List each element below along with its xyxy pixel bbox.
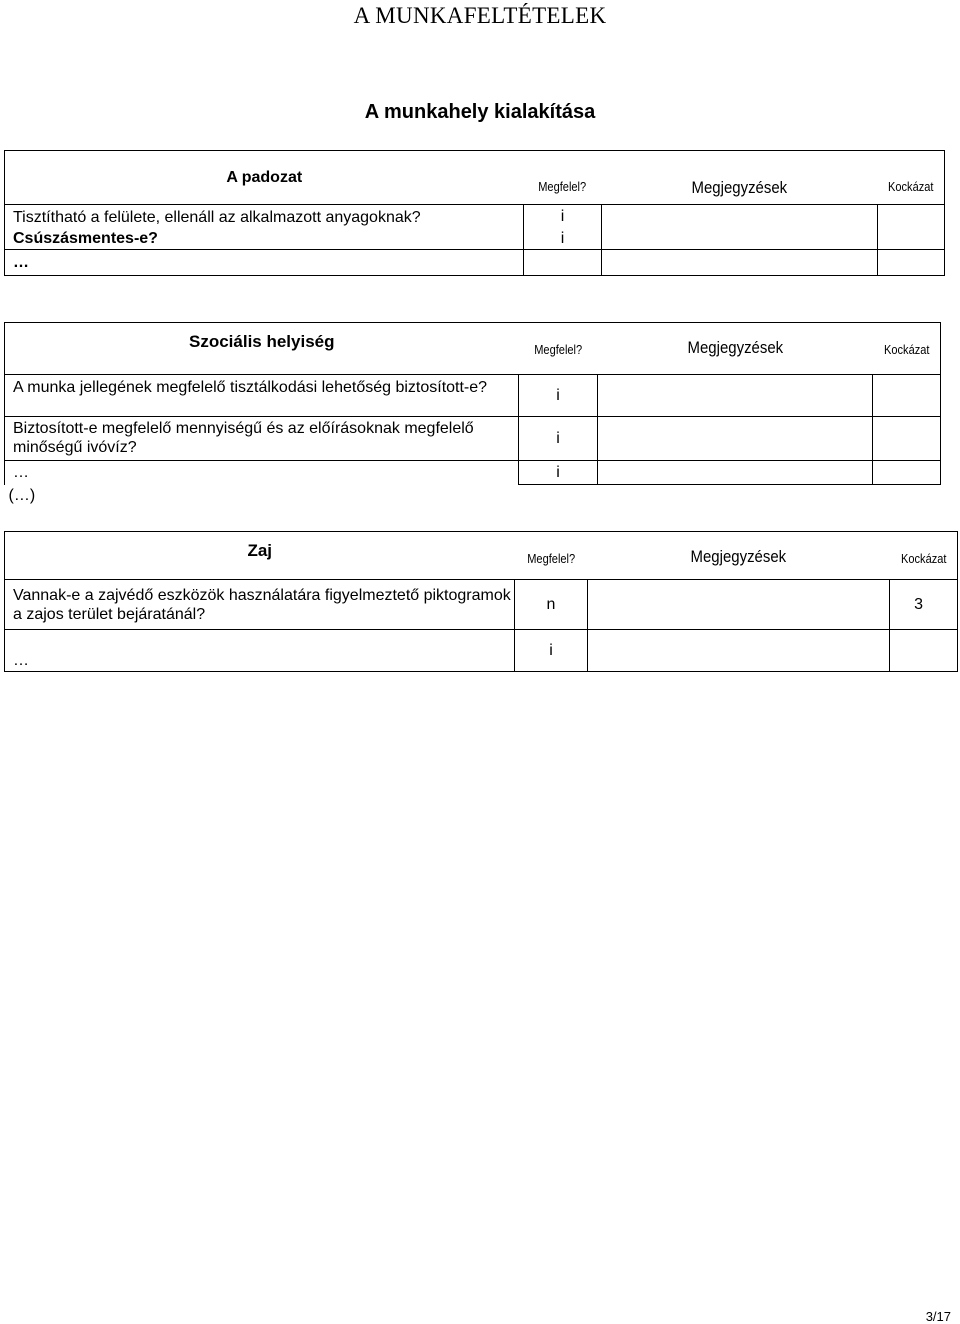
risk-cell	[878, 228, 945, 250]
table-row	[5, 461, 941, 485]
col-header-notes: Megjegyzések	[602, 151, 878, 205]
table-title: A padozat	[5, 151, 524, 205]
notes-cell	[598, 417, 873, 461]
risk-cell	[873, 485, 941, 507]
risk-cell	[878, 250, 945, 276]
question-cell: A munka jellegének megfelelő tisztálkodási lehetőség biztosított-e?	[5, 375, 519, 417]
question-cell: Csúszásmentes-e?	[5, 228, 524, 250]
risk-cell	[878, 205, 945, 228]
risk-cell	[873, 375, 941, 417]
question-cell: Tisztítható a felülete, ellenáll az alkalmazott anyagoknak?	[5, 205, 524, 228]
table-header-row	[5, 151, 945, 205]
ok-cell: i	[515, 630, 588, 672]
col-header-notes: Megjegyzések	[598, 323, 873, 375]
question-cell: …	[5, 461, 519, 485]
question-cell: …	[5, 250, 524, 276]
ok-cell: i	[519, 375, 598, 417]
table-row	[5, 205, 945, 228]
padozat-table	[4, 150, 945, 276]
ok-cell: i	[519, 417, 598, 461]
question-cell: (…)	[8, 487, 36, 504]
risk-cell: 3	[890, 580, 958, 630]
ok-cell: i	[519, 461, 598, 485]
notes-cell	[602, 228, 878, 250]
szocialis-table	[4, 322, 941, 507]
notes-cell	[598, 461, 873, 485]
table-row	[5, 485, 941, 507]
risk-cell	[890, 630, 958, 672]
ok-cell: i	[524, 228, 602, 250]
table-title: Szociális helyiség	[5, 323, 519, 375]
ok-cell: i	[524, 205, 602, 228]
table-header-row	[5, 532, 958, 580]
notes-cell	[602, 205, 878, 228]
table-row	[5, 375, 941, 417]
notes-cell	[588, 630, 890, 672]
ok-cell: n	[515, 580, 588, 630]
risk-cell	[873, 461, 941, 485]
col-header-notes: Megjegyzések	[588, 532, 890, 580]
question-cell: Biztosított-e megfelelő mennyiségű és az előírásoknak megfelelő minőségű ivóvíz?	[5, 417, 519, 461]
page-title: A MUNKAFELTÉTELEK	[353, 3, 607, 28]
table-title: Zaj	[5, 532, 515, 580]
col-header-risk: Kockázat	[873, 323, 941, 375]
notes-cell	[598, 375, 873, 417]
col-header-ok: Megfelel?	[515, 532, 588, 580]
table-row	[5, 228, 945, 250]
risk-cell	[873, 417, 941, 461]
col-header-ok: Megfelel?	[519, 323, 598, 375]
zaj-table	[4, 531, 958, 672]
notes-cell	[602, 250, 878, 276]
ok-cell	[519, 485, 598, 507]
table-row	[5, 250, 945, 276]
page-number: 3/17	[925, 1309, 951, 1324]
col-header-ok: Megfelel?	[524, 151, 602, 205]
ok-cell	[524, 250, 602, 276]
table-header-row	[5, 323, 941, 375]
notes-cell	[598, 485, 873, 507]
table-row	[5, 580, 958, 630]
col-header-risk: Kockázat	[890, 532, 958, 580]
col-header-risk: Kockázat	[878, 151, 945, 205]
question-cell: Vannak-e a zajvédő eszközök használatára figyelmeztető piktogramok a zajos terület bejáratánál?	[5, 580, 515, 630]
table-row	[5, 630, 958, 672]
table-row	[5, 417, 941, 461]
section-title: A munkahely kialakítása	[364, 101, 596, 123]
question-cell: …	[5, 630, 515, 672]
notes-cell	[588, 580, 890, 630]
